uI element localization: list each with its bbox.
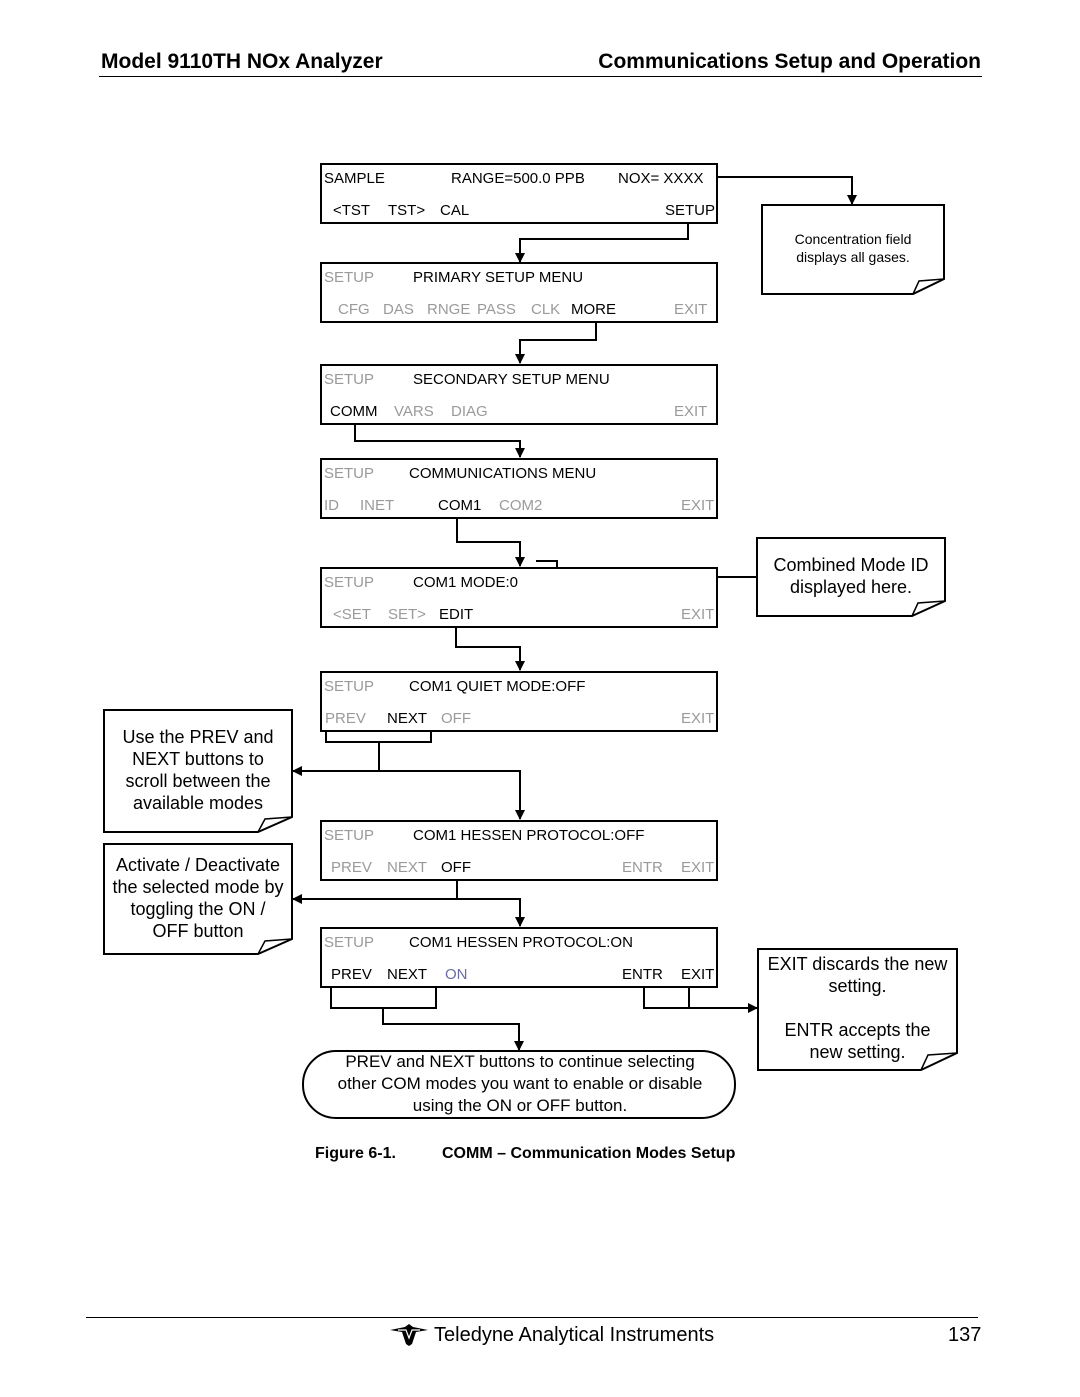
exit-button[interactable]: EXIT — [681, 966, 715, 983]
teledyne-logo-icon — [390, 1324, 428, 1346]
das-button[interactable]: DAS — [383, 301, 414, 318]
activate-note: Activate / Deactivate the selected mode by toggling the ON / OFF button — [112, 855, 284, 941]
screen-title: PRIMARY SETUP MENU — [413, 269, 584, 286]
exit-button[interactable]: EXIT — [681, 606, 715, 623]
com2-button[interactable]: COM2 — [499, 497, 543, 514]
mode-label: SETUP — [324, 827, 375, 844]
entr-button[interactable]: ENTR — [622, 966, 663, 983]
arrow-more-to-secondary — [520, 318, 596, 363]
mode-label: SETUP — [324, 934, 375, 951]
continue-note: PREV and NEXT buttons to continue selecting other COM modes you want to enable or disable using the ON or OFF button. — [337, 1052, 703, 1115]
exit-button[interactable]: EXIT — [674, 403, 708, 420]
entr-button[interactable]: ENTR — [622, 859, 663, 876]
mode-label: SETUP — [324, 465, 375, 482]
com1-button[interactable]: COM1 — [438, 497, 482, 514]
arrow-to-concentration-note — [718, 177, 852, 204]
cfg-button[interactable]: CFG — [338, 301, 370, 318]
arrow-to-continue-note — [383, 1008, 519, 1050]
header-model: Model 9110TH NOx Analyzer — [101, 50, 383, 73]
figure-label: Figure 6-1. — [315, 1145, 396, 1162]
arrow-to-hessen-off — [379, 771, 520, 819]
page-number: 137 — [948, 1324, 982, 1346]
more-button[interactable]: MORE — [571, 301, 616, 318]
off-button[interactable]: OFF — [441, 710, 471, 727]
screen-sample — [320, 163, 718, 224]
next-button[interactable]: NEXT — [387, 859, 428, 876]
header-section: Communications Setup and Operation — [598, 50, 981, 73]
mode-label: SETUP — [324, 269, 375, 286]
screen-title: SECONDARY SETUP MENU — [413, 371, 610, 388]
arrow-off-to-hessen-on — [457, 899, 520, 926]
rnge-button[interactable]: RNGE — [427, 301, 471, 318]
next-button[interactable]: NEXT — [387, 966, 428, 983]
nox-readout: NOX= XXXX — [618, 170, 704, 187]
footer-company: Teledyne Analytical Instruments — [434, 1324, 715, 1346]
screen-hessen-on — [320, 927, 718, 988]
mode-label: SETUP — [324, 574, 375, 591]
exit-button[interactable]: EXIT — [681, 497, 715, 514]
mode-label: SETUP — [324, 678, 375, 695]
screen-hessen-off — [320, 820, 718, 881]
arrow-com1-to-mode — [457, 513, 520, 566]
concentration-note: Concentration field displays all gases. — [764, 230, 942, 266]
screen-communications-menu — [320, 458, 718, 519]
screen-title: COM1 HESSEN PROTOCOL:OFF — [413, 827, 645, 844]
clk-button[interactable]: CLK — [531, 301, 561, 318]
prev-button[interactable]: PREV — [331, 859, 372, 876]
on-button[interactable]: ON — [445, 966, 468, 983]
exit-entr-note: EXIT discards the new setting. ENTR accepts the new setting. — [767, 954, 948, 1062]
vars-button[interactable]: VARS — [394, 403, 434, 420]
id-button[interactable]: ID — [324, 497, 339, 514]
arrow-edit-to-quiet — [456, 622, 520, 670]
footer-rule — [86, 1317, 978, 1318]
screen-title: COM1 HESSEN PROTOCOL:ON — [409, 934, 633, 951]
diag-button[interactable]: DIAG — [451, 403, 488, 420]
exit-button[interactable]: EXIT — [681, 710, 715, 727]
inet-button[interactable]: INET — [360, 497, 395, 514]
comm-button[interactable]: COMM — [330, 403, 378, 420]
setup-button[interactable]: SETUP — [665, 202, 716, 219]
figure-title: COMM – Communication Modes Setup — [442, 1145, 736, 1162]
screen-primary-setup — [320, 262, 718, 323]
pass-button[interactable]: PASS — [477, 301, 516, 318]
screen-secondary-setup — [320, 364, 718, 425]
tst-next-button[interactable]: TST> — [388, 202, 426, 219]
prev-next-note: Use the PREV and NEXT buttons to scroll between the available modes — [122, 727, 274, 813]
screen-title: COMMUNICATIONS MENU — [409, 465, 597, 482]
exit-button[interactable]: EXIT — [674, 301, 708, 318]
set-prev-button[interactable]: <SET — [333, 606, 371, 623]
mode-label: SETUP — [324, 371, 375, 388]
off-button[interactable]: OFF — [441, 859, 471, 876]
exit-button[interactable]: EXIT — [681, 859, 715, 876]
combined-mode-note: Combined Mode ID displayed here. — [759, 554, 943, 598]
tst-prev-button[interactable]: <TST — [333, 202, 371, 219]
screen-title: COM1 QUIET MODE:OFF — [409, 678, 586, 695]
arrow-setup-to-primary — [520, 224, 688, 262]
arrow-to-prev-note — [293, 742, 379, 771]
prev-button[interactable]: PREV — [325, 710, 366, 727]
screen-com1-mode — [320, 567, 718, 628]
range-readout: RANGE=500.0 PPB — [451, 170, 585, 187]
arrow-comm-to-menu — [355, 425, 520, 457]
cal-button[interactable]: CAL — [440, 202, 470, 219]
set-next-button[interactable]: SET> — [388, 606, 426, 623]
next-button[interactable]: NEXT — [387, 710, 428, 727]
prev-button[interactable]: PREV — [331, 966, 372, 983]
screen-com1-quiet-mode — [320, 671, 718, 732]
sample-mode-label: SAMPLE — [324, 170, 385, 187]
screen-title: COM1 MODE:0 — [413, 574, 519, 591]
edit-button[interactable]: EDIT — [439, 606, 474, 623]
